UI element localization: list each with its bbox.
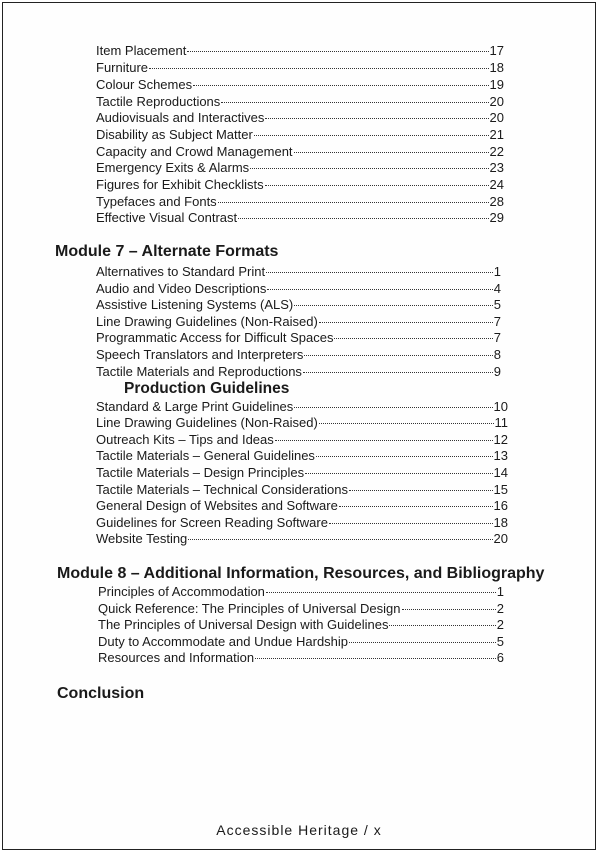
toc-entry[interactable]: Alternatives to Standard Print 1 (96, 264, 501, 279)
toc-entry[interactable]: Emergency Exits & Alarms 23 (96, 160, 504, 175)
production-guidelines-heading[interactable]: Production Guidelines (124, 380, 290, 397)
toc-entry[interactable]: General Design of Websites and Software 16 (96, 498, 508, 513)
toc-entry[interactable]: Tactile Materials – General Guidelines 13 (96, 448, 508, 463)
toc-entry[interactable]: Website Testing 20 (96, 531, 508, 546)
page-footer: Accessible Heritage / x (216, 822, 382, 838)
toc-entry[interactable]: Tactile Reproductions 20 (96, 94, 504, 109)
toc-entry[interactable]: Colour Schemes 19 (96, 77, 504, 92)
toc-entry[interactable]: Tactile Materials – Design Principles 14 (96, 465, 508, 480)
toc-entry[interactable]: Assistive Listening Systems (ALS) 5 (96, 297, 501, 312)
toc-entry[interactable]: Speech Translators and Interpreters 8 (96, 347, 501, 362)
toc-entry[interactable]: The Principles of Universal Design with Guidelines 2 (98, 617, 504, 632)
toc-entry[interactable]: Effective Visual Contrast 29 (96, 210, 504, 225)
toc-entry[interactable]: Item Placement 17 (96, 43, 504, 58)
toc-entry[interactable]: Tactile Materials – Technical Considerations 15 (96, 482, 508, 497)
document-page (2, 2, 596, 850)
toc-entry[interactable]: Programmatic Access for Difficult Spaces 7 (96, 330, 501, 345)
toc-entry[interactable]: Guidelines for Screen Reading Software 18 (96, 515, 508, 530)
toc-entry[interactable]: Principles of Accommodation 1 (98, 584, 504, 599)
toc-entry[interactable]: Tactile Materials and Reproductions 9 (96, 364, 501, 379)
toc-entry[interactable]: Audio and Video Descriptions 4 (96, 281, 501, 296)
toc-entry[interactable]: Duty to Accommodate and Undue Hardship 5 (98, 634, 504, 649)
toc-entry[interactable]: Disability as Subject Matter 21 (96, 127, 504, 142)
toc-entry[interactable]: Capacity and Crowd Management 22 (96, 144, 504, 159)
conclusion-heading[interactable]: Conclusion (57, 685, 145, 702)
toc-entry[interactable]: Standard & Large Print Guidelines 10 (96, 399, 508, 414)
toc-entry[interactable]: Typefaces and Fonts 28 (96, 194, 504, 209)
toc-entry[interactable]: Outreach Kits – Tips and Ideas 12 (96, 432, 508, 447)
toc-entry[interactable]: Quick Reference: The Principles of Universal Design 2 (98, 601, 504, 616)
toc-entry[interactable]: Furniture 18 (96, 60, 504, 75)
toc-entry[interactable]: Line Drawing Guidelines (Non-Raised) 11 (96, 415, 508, 430)
module-7-heading[interactable]: Module 7 – Alternate Formats (55, 243, 279, 260)
toc-entry[interactable]: Line Drawing Guidelines (Non-Raised) 7 (96, 314, 501, 329)
module-8-heading[interactable]: Module 8 – Additional Information, Resources, and Bibliography (57, 565, 545, 582)
toc-entry[interactable]: Audiovisuals and Interactives 20 (96, 110, 504, 125)
toc-entry[interactable]: Figures for Exhibit Checklists 24 (96, 177, 504, 192)
toc-entry[interactable]: Resources and Information 6 (98, 650, 504, 665)
